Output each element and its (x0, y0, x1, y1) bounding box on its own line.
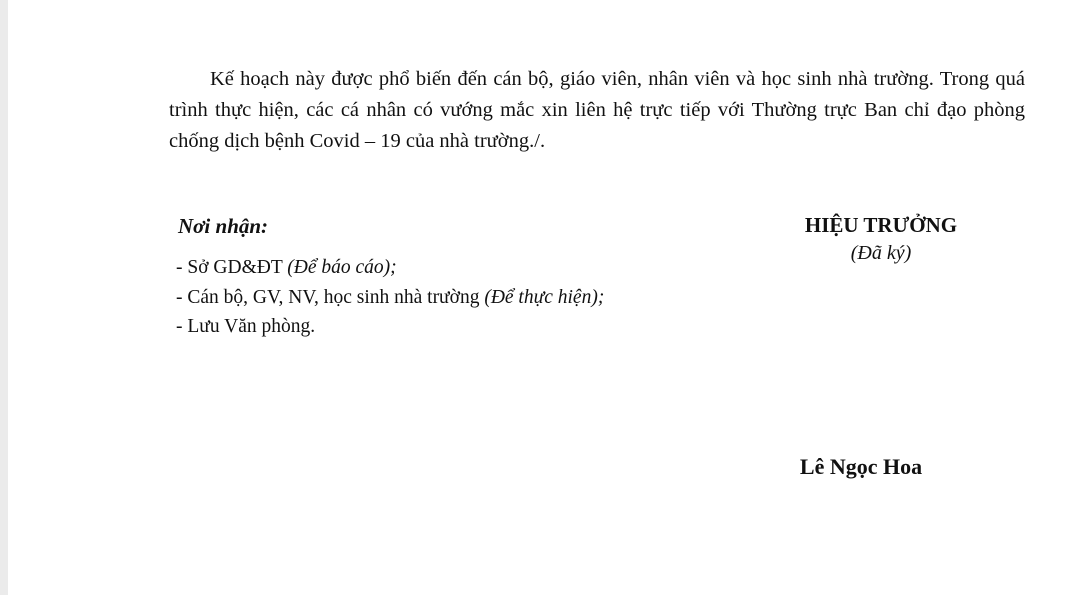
recipient-note: (Để thực hiện); (484, 286, 605, 308)
recipient-item (176, 283, 604, 313)
recipient-note: (Để báo cáo); (287, 257, 397, 278)
recipients-heading: Nơi nhận: (178, 214, 269, 238)
recipient-text: - Lưu Văn phòng. (176, 316, 316, 337)
recipient-item (176, 253, 604, 283)
document-page (8, 0, 1092, 595)
body-paragraph: Kế hoạch này được phổ biến đến cán bộ, giáo viên, nhân viên và học sinh nhà trường. Trong quá trình thực hiện, các cá nhân có vướng mắc xin liên hệ trực tiếp với Thường trực Ban chỉ đạo phòng chống dịch bệnh Covid – 19 của nhà trường./. (169, 68, 1025, 152)
signature-title: HIỆU TRƯỞNG (804, 213, 958, 237)
recipient-text: - Cán bộ, GV, NV, học sinh nhà trường (176, 286, 485, 308)
signer-name: Lê Ngọc Hoa (799, 454, 923, 479)
recipient-item (176, 312, 604, 342)
signature-status: (Đã ký) (850, 242, 912, 264)
recipient-text: - Sở GD&ĐT (176, 257, 288, 278)
recipients-list (176, 253, 604, 342)
